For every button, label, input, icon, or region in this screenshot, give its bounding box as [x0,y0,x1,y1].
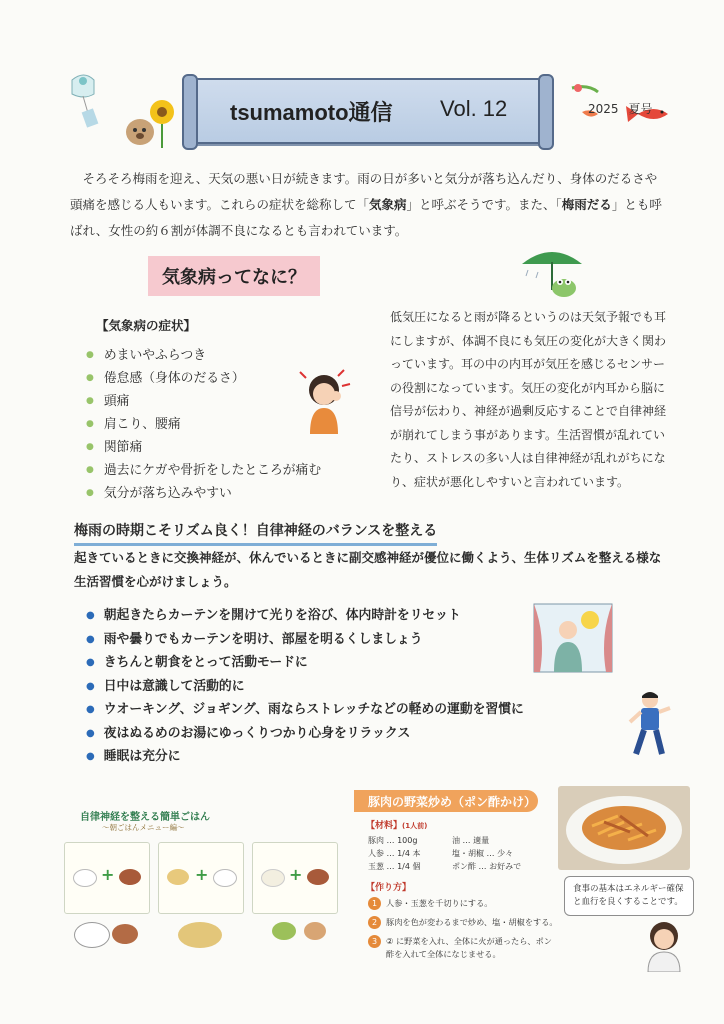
list-item: ● 肩こり、腰痛 [86,413,321,436]
list-item: ● 睡眠は充分に [86,745,524,769]
edition-label [588,100,663,117]
plus-icon: + [289,865,303,884]
newsletter-title: tsumamoto通信 [230,100,393,125]
section2-intro: 起きているときに交換神経が、休んでいるときに副交感神経が優位に働くよう、生体リズムを整える様な生活習慣を心がけましょう。 [74,550,662,589]
section-title-kishobyo: 気象病ってなに？ [148,256,320,296]
ingredient-item: 玉葱 … 1/4 個 [368,862,421,871]
servings: (1人前) [402,822,428,830]
dog-sunflower-illustration [122,98,178,150]
meal-card [158,842,244,914]
natto-icon [167,869,189,885]
miso-soup-icon [112,924,138,944]
rice-bowl-icon [213,869,237,887]
intro-paragraph [70,166,665,244]
method-label: 【作り方】 [366,883,412,893]
section-title-rhythm: 梅雨の時期こそリズム良く！自律神経のバランスを整える [74,520,437,546]
tofu-icon [261,869,285,887]
meal-card [252,842,338,914]
miso-soup-icon [119,869,141,885]
frog-umbrella-illustration [518,244,586,300]
step-number: 1 [368,897,381,910]
step-number: 3 [368,935,381,948]
newsletter-header-banner [190,78,546,144]
plus-icon: + [195,865,209,884]
list-item: ● 倦怠感（身体のだるさ） [86,367,321,390]
tips-list [86,604,524,769]
term-tsuyudaru: 梅雨だる [561,197,612,212]
stir-fry-dish-image [558,786,690,870]
term-kishobyo: 気象病 [369,197,407,212]
step-number: 2 [368,916,381,929]
list-item: ● 朝起きたらカーテンを開けて光りを浴び、体内時計をリセット [86,604,524,628]
rice-miso-set-icon [74,922,110,948]
recipe-step: ② に野菜を入れ、全体に火が通ったら、ポン酢を入れて全体になじませる。 [386,936,552,959]
list-item: ● 気分が落ち込みやすい [86,482,321,505]
meal-card [64,842,150,914]
infographic-title: 自律神経を整える簡単ごはん [80,812,210,823]
intro-text-3: 」とも呼ばれ、女性の約６割が体調不良になるとも言われています。 [70,197,662,238]
kishobyo-explanation: 低気圧になると雨が降るというのは天気予報でも耳にしますが、体調不良にも気圧の変化が大きく関わっています。耳の中の内耳が気圧を感じるセンサーの役割になっています。気圧の変化が内耳から脳に信号が伝わり、神経が過剰反応することで自律神経が崩れてしまう事があります。生活習慣が乱れていたり、ストレスの多い人は自律神経が乱れがちになり、症状が悪化しやすいと言われています。 [390,310,667,489]
natto-rice-set-icon [178,922,222,948]
diet-tip-bubble: 食事の基本はエネルギー確保と血行を良くすることです。 [564,876,694,916]
edition-season: 夏号 [628,102,653,116]
ingredients-label [366,818,427,831]
list-item: ● きちんと朝食をとって活動モードに [86,651,524,675]
symptoms-heading: 【気象病の症状】 [96,318,197,333]
list-item: ● 夜はぬるめのお湯にゆっくりつかり心身をリラックス [86,722,524,746]
recipe-title: 豚肉の野菜炒め（ポン酢かけ） [354,790,538,812]
miso-soup-icon [307,869,329,885]
ingredients-heading: 【材料】 [366,821,403,831]
wind-chime-icon [64,70,106,128]
stir-fry-photo [558,786,690,870]
tofu-avocado-icon [272,922,296,940]
plus-icon: + [101,865,115,884]
ingredients-right [452,834,521,873]
intro-text-1: そろそろ梅雨を迎え、天気の悪い日が続きます。雨の日が多いと気分が落ち込んだり、身体のだるさや頭痛を感じる人もいます。これらの症状を総称して「 [70,171,658,212]
ingredient-item: 人参 … 1/4 本 [368,849,421,858]
morning-window-illustration [530,600,616,676]
recipe-step: 人参・玉葱を千切りにする。 [386,898,493,908]
list-item: ● めまいやふらつき [86,344,321,367]
list-item: ● 頭痛 [86,390,321,413]
ingredient-item: 豚肉 … 100g [368,836,418,845]
headache-woman-illustration [294,362,356,434]
ingredient-item: ポン酢 … お好みで [452,862,522,871]
list-item: ● 雨や曇りでもカーテンを明け、部屋を明るくしましょう [86,628,524,652]
volume-number: Vol. 12 [440,96,508,121]
infographic-subtitle: 〜朝ごはんメニュー編〜 [102,823,185,832]
rice-bowl-icon [73,869,97,887]
ingredient-item: 塩・胡椒 … 少々 [452,849,514,858]
edition-year: 2025 [588,102,619,116]
ingredient-item: 油 … 適量 [452,836,490,845]
symptoms-list [86,344,321,505]
jogging-man-illustration [626,690,676,762]
list-item: ● 日中は意識して活動的に [86,675,524,699]
list-item: ● ウオーキング、ジョギング、雨ならストレッチなどの軽めの運動を習慣に [86,698,524,722]
ingredients-left [368,834,421,873]
intro-text-2: 」と呼ぶそうです。また、「 [406,197,562,212]
bonito-flakes-icon [304,922,326,940]
staff-woman-illustration [640,916,688,972]
breakfast-menu-infographic [60,788,342,978]
list-item: ● 過去にケガや骨折をしたところが痛む [86,459,321,482]
list-item: ● 関節痛 [86,436,321,459]
recipe-step: 豚肉を色が変わるまで炒め、塩・胡椒をする。 [386,917,558,927]
